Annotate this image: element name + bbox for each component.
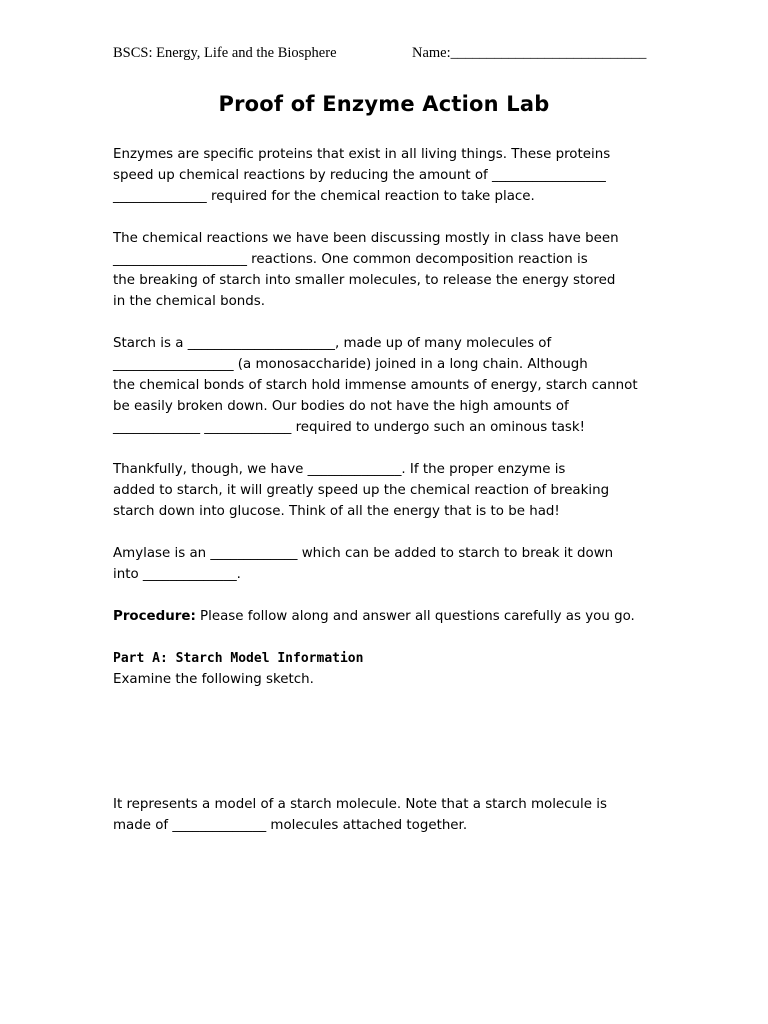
text-line: It represents a model of a starch molecule. Note that a starch molecule is — [113, 797, 607, 812]
page-title: Proof of Enzyme Action Lab — [218, 92, 550, 116]
worksheet-body — [113, 144, 661, 836]
text-line: ______________ required for the chemical reaction to take place. — [113, 189, 535, 204]
intro-paragraph — [113, 144, 661, 207]
text-line: ____________________ reactions. One common decomposition reaction is — [113, 252, 588, 267]
text-line: the chemical bonds of starch hold immense amounts of energy, starch cannot — [113, 378, 638, 393]
text-line: into ______________. — [113, 567, 241, 582]
text-line: Starch is a ______________________, made up of many molecules of — [113, 336, 552, 351]
text-line: made of ______________ molecules attached together. — [113, 818, 468, 833]
course-title: BSCS: Energy, Life and the Biosphere — [113, 45, 337, 61]
text-line: in the chemical bonds. — [113, 294, 266, 309]
procedure-paragraph — [113, 606, 661, 627]
text-line: added to starch, it will greatly speed up the chemical reaction of breaking — [113, 483, 610, 498]
part-a-instruction: Examine the following sketch. — [113, 672, 314, 687]
sketch-area — [113, 690, 661, 794]
text-line: Thankfully, though, we have ______________. If the proper enzyme is — [113, 462, 566, 477]
part-a-heading: Part A: Starch Model Information — [113, 651, 364, 666]
name-field: Name:___________________________ — [412, 45, 647, 61]
text-line: _____________ _____________ required to undergo such an ominous task! — [113, 420, 586, 435]
enzymes-paragraph — [113, 459, 661, 522]
text-line: Enzymes are specific proteins that exist in all living things. These proteins — [113, 147, 611, 162]
text-line: __________________ (a monosaccharide) joined in a long chain. Although — [113, 357, 588, 372]
text-line: starch down into glucose. Think of all the energy that is to be had! — [113, 504, 560, 519]
text-line: Amylase is an _____________ which can be added to starch to break it down — [113, 546, 614, 561]
text-line: the breaking of starch into smaller molecules, to release the energy stored — [113, 273, 616, 288]
starch-paragraph — [113, 333, 661, 438]
procedure-label: Procedure: — [113, 609, 196, 624]
procedure-text: Please follow along and answer all questions carefully as you go. — [195, 609, 635, 624]
part-a-section — [113, 648, 661, 690]
text-line: speed up chemical reactions by reducing the amount of _________________ — [113, 168, 606, 183]
reactions-paragraph — [113, 228, 661, 312]
text-line: The chemical reactions we have been discussing mostly in class have been — [113, 231, 619, 246]
amylase-paragraph — [113, 543, 661, 585]
text-line: be easily broken down. Our bodies do not have the high amounts of — [113, 399, 569, 414]
page-header — [113, 45, 658, 65]
starch-model-paragraph — [113, 794, 661, 836]
